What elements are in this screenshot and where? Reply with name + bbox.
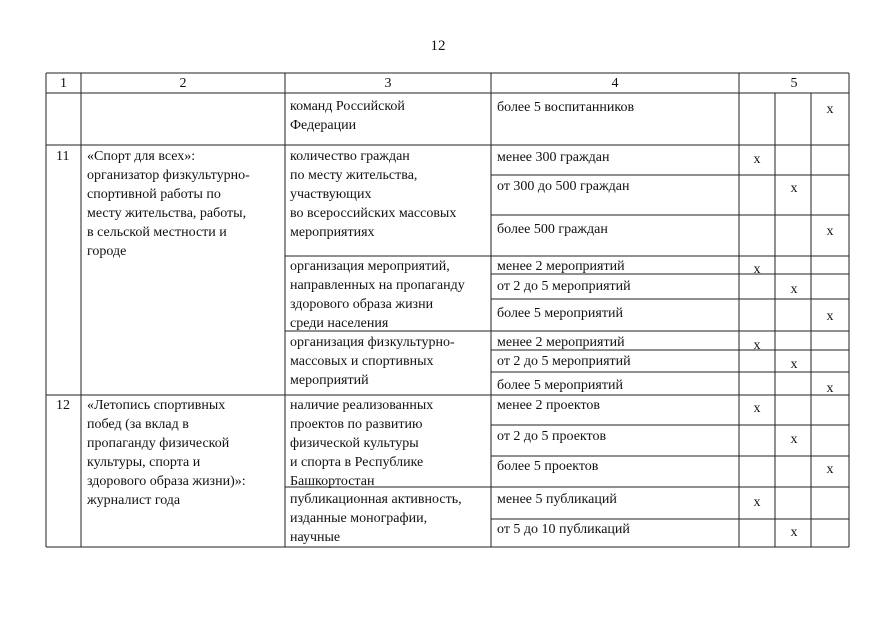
- level-text: менее 2 мероприятий: [497, 335, 625, 350]
- level-text: менее 300 граждан: [497, 150, 610, 165]
- score-mark: х: [826, 224, 834, 239]
- level-text: более 500 граждан: [497, 222, 608, 237]
- nomination-text: культуры, спорта и: [87, 455, 201, 470]
- criterion-text: здорового образа жизни: [290, 297, 434, 312]
- score-mark: х: [826, 462, 834, 477]
- nomination-text: побед (за вклад в: [87, 417, 189, 432]
- score-mark: х: [753, 262, 761, 277]
- nomination-text: здорового образа жизни)»:: [87, 474, 246, 489]
- level-text: от 2 до 5 мероприятий: [497, 354, 631, 369]
- column-header: 5: [790, 76, 798, 91]
- column-header: 3: [384, 76, 392, 91]
- score-mark: х: [790, 357, 798, 372]
- criterion-text: изданные монографии,: [290, 511, 428, 526]
- score-mark: х: [790, 282, 798, 297]
- criterion-text: физической культуры: [290, 436, 419, 451]
- criterion-text: Башкортостан: [290, 474, 375, 489]
- nomination-text: пропаганду физической: [87, 436, 230, 451]
- criterion-text: организация мероприятий,: [290, 259, 450, 274]
- score-mark: х: [790, 432, 798, 447]
- nomination-text: месту жительства, работы,: [87, 206, 247, 221]
- score-mark: х: [790, 525, 798, 540]
- criterion-text: мероприятиях: [290, 225, 375, 240]
- level-text: более 5 мероприятий: [497, 306, 623, 321]
- score-mark: х: [826, 381, 834, 396]
- row-number: 12: [56, 398, 70, 413]
- level-text: более 5 проектов: [497, 459, 599, 474]
- criterion-text: команд Российской: [290, 99, 405, 114]
- nomination-text: «Спорт для всех»:: [87, 149, 196, 164]
- criterion-text: научные: [290, 530, 341, 545]
- score-mark: х: [826, 309, 834, 324]
- level-text: от 300 до 500 граждан: [497, 179, 630, 194]
- score-mark: х: [753, 495, 761, 510]
- score-mark: х: [826, 102, 834, 117]
- row-number: 11: [56, 149, 70, 164]
- criterion-text: проектов по развитию: [290, 417, 423, 432]
- criterion-text: направленных на пропаганду: [290, 278, 465, 293]
- level-text: менее 2 проектов: [497, 398, 601, 413]
- nomination-text: «Летопись спортивных: [87, 398, 226, 413]
- criterion-text: Федерации: [290, 118, 357, 133]
- score-mark: х: [753, 152, 761, 167]
- criterion-text: публикационная активность,: [290, 492, 462, 507]
- level-text: более 5 воспитанников: [497, 100, 635, 115]
- nomination-text: в сельской местности и: [87, 225, 227, 240]
- criterion-text: среди населения: [290, 316, 389, 331]
- score-mark: х: [753, 401, 761, 416]
- score-mark: х: [753, 338, 761, 353]
- criterion-text: и спорта в Республике: [290, 455, 424, 470]
- criterion-text: во всероссийских массовых: [290, 206, 457, 221]
- column-header: 4: [611, 76, 619, 91]
- level-text: от 2 до 5 проектов: [497, 429, 607, 444]
- criterion-text: количество граждан: [290, 149, 410, 164]
- level-text: от 2 до 5 мероприятий: [497, 279, 631, 294]
- nomination-text: журналист года: [87, 493, 181, 508]
- criterion-text: мероприятий: [290, 373, 369, 388]
- nomination-text: спортивной работы по: [87, 187, 221, 202]
- criterion-text: массовых и спортивных: [290, 354, 434, 369]
- page-number: 12: [430, 38, 446, 54]
- criterion-text: по месту жительства,: [290, 168, 418, 183]
- criterion-text: участвующих: [290, 187, 372, 202]
- level-text: от 5 до 10 публикаций: [497, 522, 630, 537]
- level-text: более 5 мероприятий: [497, 378, 623, 393]
- column-header: 2: [179, 76, 187, 91]
- nomination-text: организатор физкультурно-: [87, 168, 250, 183]
- level-text: менее 5 публикаций: [497, 492, 617, 507]
- criterion-text: организация физкультурно-: [290, 335, 455, 350]
- score-mark: х: [790, 181, 798, 196]
- criterion-text: наличие реализованных: [290, 398, 434, 413]
- nomination-text: городе: [87, 244, 127, 259]
- column-header: 1: [60, 76, 67, 91]
- level-text: менее 2 мероприятий: [497, 259, 625, 274]
